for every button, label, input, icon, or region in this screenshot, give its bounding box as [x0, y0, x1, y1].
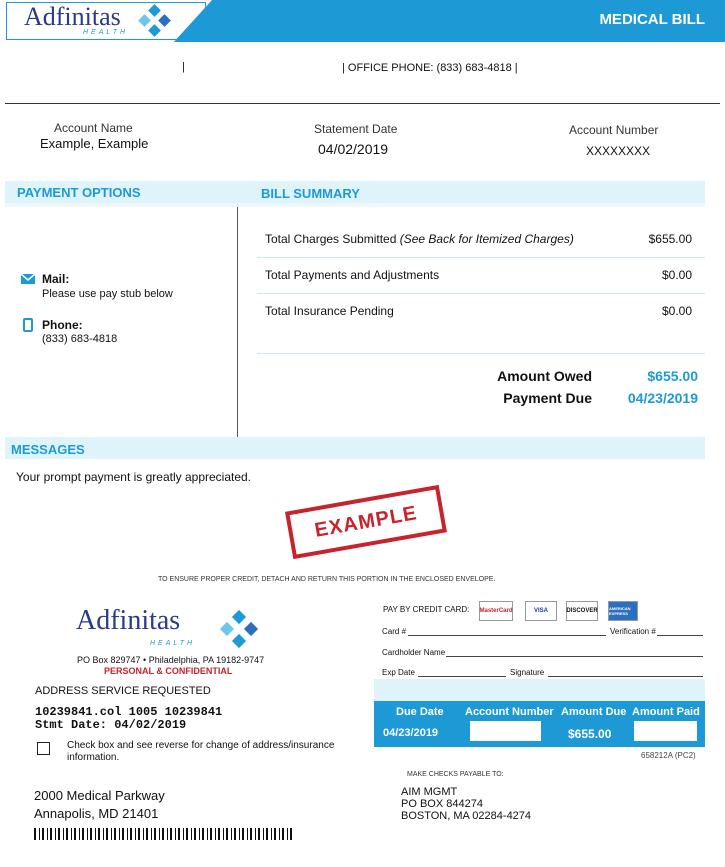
- account-number-box[interactable]: [470, 721, 541, 741]
- account-name-value: Example, Example: [40, 136, 149, 151]
- account-number-value: XXXXXXXX: [586, 144, 651, 158]
- discover-icon: DISCOVER: [566, 601, 598, 621]
- payment-options-title: PAYMENT OPTIONS: [17, 185, 141, 200]
- mail-icon: [21, 274, 35, 284]
- verification-label: Verification #: [610, 627, 656, 636]
- brand-sub: HEALTH: [83, 29, 129, 36]
- phone-label: Phone:: [42, 318, 83, 332]
- stub-confidential: PERSONAL & CONFIDENTIAL: [104, 666, 233, 676]
- summary-row-value: $0.00: [661, 304, 692, 318]
- brand-logo: Adfinitas: [24, 2, 121, 31]
- pay-table-header-amount-paid: Amount Paid: [632, 706, 700, 718]
- messages-text: Your prompt payment is greatly appreciated.: [16, 470, 252, 484]
- summary-row-value: $655.00: [648, 232, 692, 246]
- logo-mark-icon: [140, 6, 170, 36]
- exp-date-label: Exp Date: [382, 668, 415, 677]
- remit-line-3: BOSTON, MA 02284-4274: [401, 810, 532, 822]
- row-divider: [257, 257, 705, 258]
- stamp-text: EXAMPLE: [312, 501, 419, 542]
- office-phone: | OFFICE PHONE: (833) 683-4818 |: [342, 62, 518, 74]
- pay-amount-due: $655.00: [568, 727, 612, 741]
- pay-due-date: 04/23/2019: [383, 727, 439, 739]
- phone-text: (833) 683-4818: [42, 333, 118, 345]
- header-divider: [5, 103, 720, 104]
- visa-icon: VISA: [525, 601, 557, 621]
- row-label-text: Total Charges Submitted: [265, 232, 397, 246]
- stub-brand-logo: Adfinitas: [76, 605, 181, 636]
- stub-po-box: PO Box 829747 • Philadelphia, PA 19182-9747: [77, 655, 265, 665]
- checkbox-text: Check box and see reverse for change of address/insurance information.: [67, 740, 335, 763]
- amount-paid-field[interactable]: [634, 721, 697, 741]
- statement-date-value: 04/02/2019: [318, 141, 389, 157]
- summary-row-label: [265, 232, 574, 246]
- mail-text: Please use pay stub below: [42, 288, 173, 300]
- row-note-text: (See Back for Itemized Charges): [399, 232, 574, 246]
- card-number-label: Card #: [382, 627, 407, 636]
- example-stamp: [285, 485, 447, 559]
- account-name-label: Account Name: [54, 121, 133, 135]
- stmt-line: Stmt Date: 04/02/2019: [35, 718, 187, 732]
- exp-date-field[interactable]: [418, 675, 506, 677]
- cardholder-field[interactable]: [446, 655, 703, 657]
- form-code: 658212A (PC2): [641, 751, 696, 760]
- card-number-field[interactable]: [408, 634, 606, 636]
- payment-due-value: 04/23/2019: [627, 390, 698, 406]
- patient-address-1: 2000 Medical Parkway: [34, 788, 165, 803]
- separator: |: [182, 61, 185, 73]
- section-header-shadow: [5, 203, 705, 207]
- credit-card-title: PAY BY CREDIT CARD:: [383, 605, 470, 614]
- pay-table-header-account: Account Number: [465, 706, 554, 718]
- messages-title: MESSAGES: [11, 442, 85, 457]
- postal-barcode: [34, 828, 292, 840]
- pay-table-header-due-date: Due Date: [396, 706, 444, 718]
- amount-owed-value: $655.00: [647, 368, 698, 384]
- remit-line-1: AIM MGMT: [401, 786, 458, 798]
- mastercard-icon: MasterCard: [479, 601, 513, 621]
- column-divider: [237, 207, 238, 437]
- mail-label: Mail:: [42, 272, 70, 286]
- address-change-checkbox[interactable]: [37, 742, 50, 755]
- document-title: MEDICAL BILL: [599, 11, 705, 28]
- summary-row-value: $0.00: [661, 268, 692, 282]
- detach-note: TO ENSURE PROPER CREDIT, DETACH AND RETURN THIS PORTION IN THE ENCLOSED ENVELOPE.: [158, 576, 496, 583]
- stub-logo-mark-icon: [222, 612, 256, 646]
- cardholder-label: Cardholder Name: [382, 648, 446, 657]
- amount-owed-label: Amount Owed: [497, 368, 592, 384]
- summary-row-label: Total Insurance Pending: [265, 304, 394, 318]
- signature-label: Signature: [510, 668, 545, 677]
- row-divider: [257, 353, 705, 354]
- patient-address-2: Annapolis, MD 21401: [34, 806, 159, 821]
- summary-row-label: Total Payments and Adjustments: [265, 268, 440, 282]
- stub-brand-sub: HEALTH: [150, 640, 196, 647]
- bill-summary-title: BILL SUMMARY: [261, 186, 360, 201]
- verification-field[interactable]: [657, 634, 703, 636]
- signature-field[interactable]: [548, 675, 703, 677]
- amex-icon: AMERICAN EXPRESS: [608, 601, 638, 621]
- address-service: ADDRESS SERVICE REQUESTED: [35, 685, 211, 697]
- row-divider: [257, 293, 705, 294]
- statement-date-label: Statement Date: [314, 122, 398, 136]
- checks-label: MAKE CHECKS PAYABLE TO:: [407, 771, 504, 778]
- payment-due-label: Payment Due: [503, 390, 592, 406]
- pay-table-band: [374, 679, 705, 701]
- pay-table-header-amount-due: Amount Due: [561, 706, 627, 718]
- remit-line-2: PO BOX 844274: [401, 798, 483, 810]
- messages-band: [5, 437, 705, 459]
- account-number-label: Account Number: [569, 123, 659, 137]
- code-line: 10239841.col 1005 10239841: [35, 705, 223, 719]
- phone-icon: [23, 318, 33, 332]
